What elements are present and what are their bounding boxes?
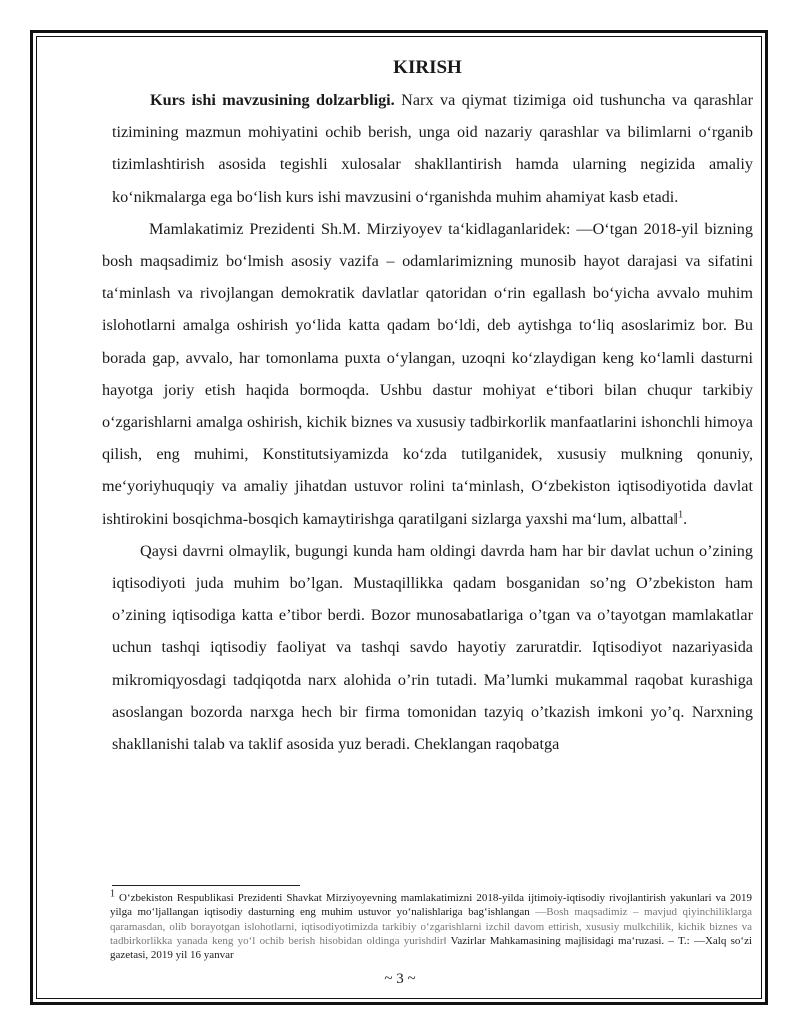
footnote-separator	[112, 885, 300, 886]
relevance-text: Narx va qiymat tizimiga oid tushuncha va qarashlar tizimining mazmun mohiyatini ochib berish, unga oid nazariy qarashlar va bilimlarni o‘rganib tizimlashtirish asosida tegishli xulosalar shakllantirish hamda ularning negizida amaliy ko‘nikmalarga ega bo‘lish kurs ishi mavzusini o‘rganishda muhim ahamiyat kasb etadi.	[112, 91, 753, 206]
footnote-quote: ―Bosh maqsadimiz – mavjud qiyinchiliklarga qaramasdan, olib borayotgan islohotlarni, iqtisodiyotimizda tarkibiy o‘zgarishlarni izchil davom ettirish, xususiy mulkchilik, kichik biznes va tadbirkorlikka yanada keng yo‘l ochib berish hisobidan oldinga yurishdir‖	[110, 906, 752, 947]
page-number: ~ 3 ~	[384, 971, 416, 987]
economy-text: Qaysi davrni olmaylik, bugungi kunda ham oldingi davrda ham har bir davlat uchun o’zining iqtisodiyoti juda muhim bo’lgan. Mustaqillikka qadam bosganidan so’ng O’zbekiston ham o’zining iqtisodiga katta e’tibor berdi. Bozor munosabatlariga o’tgan va o’tayotgan mamlakatlar uchun tashqi iqtisodiy faoliyat va tashqi savdo hayotiy zaruratdir. Iqtisodiyot nazariyasida mikromiqyosdagi tadqiqotda narx alohida o’rin tutadi. Ma’lumki mukammal raqobat kurashiga asoslangan bozorda narxga hech bir firma tomonidan tazyiq o’tkazish imkoni yo’q. Narxning shakllanishi talab va taklif asosida yuz beradi. Cheklangan raqobatga	[112, 541, 753, 754]
relevance-heading: Kurs ishi mavzusining dolzarbligi.	[150, 91, 395, 109]
footnote-source: Vazirlar Mahkamasining majlisidagi ma‘ruzasi. – T.: ―Xalq so‘zi gazetasi, 2019 yil 16 yanvar	[110, 934, 753, 962]
page-content	[102, 52, 753, 760]
footnote-reference[interactable]: 1	[678, 509, 684, 521]
president-quote-text: Mamlakatimiz Prezidenti Sh.M. Mirziyoyev ta‘kidlaganlaridek: ―O‘tgan 2018-yil bizning bosh maqsadimiz bo‘lmish asosiy vazifa – odamlarimizning munosib hayot darajasi va sifatini ta‘minlash va rivojlangan demokratik davlatlar qatoridan o‘rin egallash bo‘yicha avvalo muhim islohotlarni amalga oshirish yo‘lida katta qadam bo‘ldi, deb aytishga to‘liq asoslarimiz bor. Bu borada gap, avvalo, har tomonlama puxta o‘ylangan, uzoqni ko‘zlaydigan keng ko‘lamli dasturni hayotga joriy etish haqida bormoqda. Ushbu dastur mohiyat e‘tibori bilan chuqur tarkibiy o‘zgarishlarni amalga oshirish, kichik biznes va xususiy tadbirkorlik manfaatlarini ishonchli himoya qilish, eng muhimi, Konstitutsiyamizda ko‘zda tutilganidek, xususiy mulkning qonuniy, me‘yoriyhuquqiy va amaliy jihatdan ustuvor rolini ta‘minlash, O‘zbekiston iqtisodiyotida davlat ishtirokini bosqichma-bosqich kamaytirishga qaratilgani sizlarga yaxshi ma‘lum, albatta‖	[102, 219, 753, 528]
paragraph-economy	[102, 535, 753, 760]
paragraph-president-quote: Mamlakatimiz Prezidenti Sh.M. Mirziyoyev ta‘kidlaganlaridek: ―O‘tgan 2018-yil bizning bosh maqsadimiz bo‘lmish asosiy vazifa – odamlarimizning munosib hayot darajasi va sifatini ta‘minlash va rivojlangan demokratik davlatlar qatoridan o‘rin egallash bo‘yicha avvalo muhim islohotlarni amalga oshirish yo‘lida katta qadam bo‘ldi, deb aytishga to‘liq asoslarimiz bor. Bu borada gap, avvalo, har tomonlama puxta o‘ylangan, uzoqni ko‘zlaydigan keng ko‘lamli dasturni hayotga joriy etish haqida bormoqda. Ushbu dastur mohiyat e‘tibori bilan chuqur tarkibiy o‘zgarishlarni amalga oshirish, kichik biznes va xususiy tadbirkorlik manfaatlarini ishonchli himoya qilish, eng muhimi, Konstitutsiyamizda ko‘zda tutilganidek, xususiy mulkning qonuniy, me‘yoriyhuquqiy va amaliy jihatdan ustuvor rolini ta‘minlash, O‘zbekiston iqtisodiyotida davlat ishtirokini bosqichma-bosqich kamaytirishga qaratilgani sizlarga yaxshi ma‘lum, albatta‖$^1$.	[102, 219, 753, 528]
paragraph-relevance	[102, 84, 753, 213]
footnote-text: O‘zbekiston Respublikasi Prezidenti Shavkat Mirziyoyevning mamlakatimizni 2018-yilda ijtimoiy-iqtisodiy rivojlantirish yakunlari va 2019 yilga mo‘ljallangan iqtisodiy dasturning eng muhim ustuvor yo‘nalishlariga bag‘ishlangan	[110, 892, 752, 919]
footnote-number: 1	[110, 888, 115, 900]
page-title: KIRISH	[393, 57, 462, 78]
footnote	[110, 888, 753, 962]
